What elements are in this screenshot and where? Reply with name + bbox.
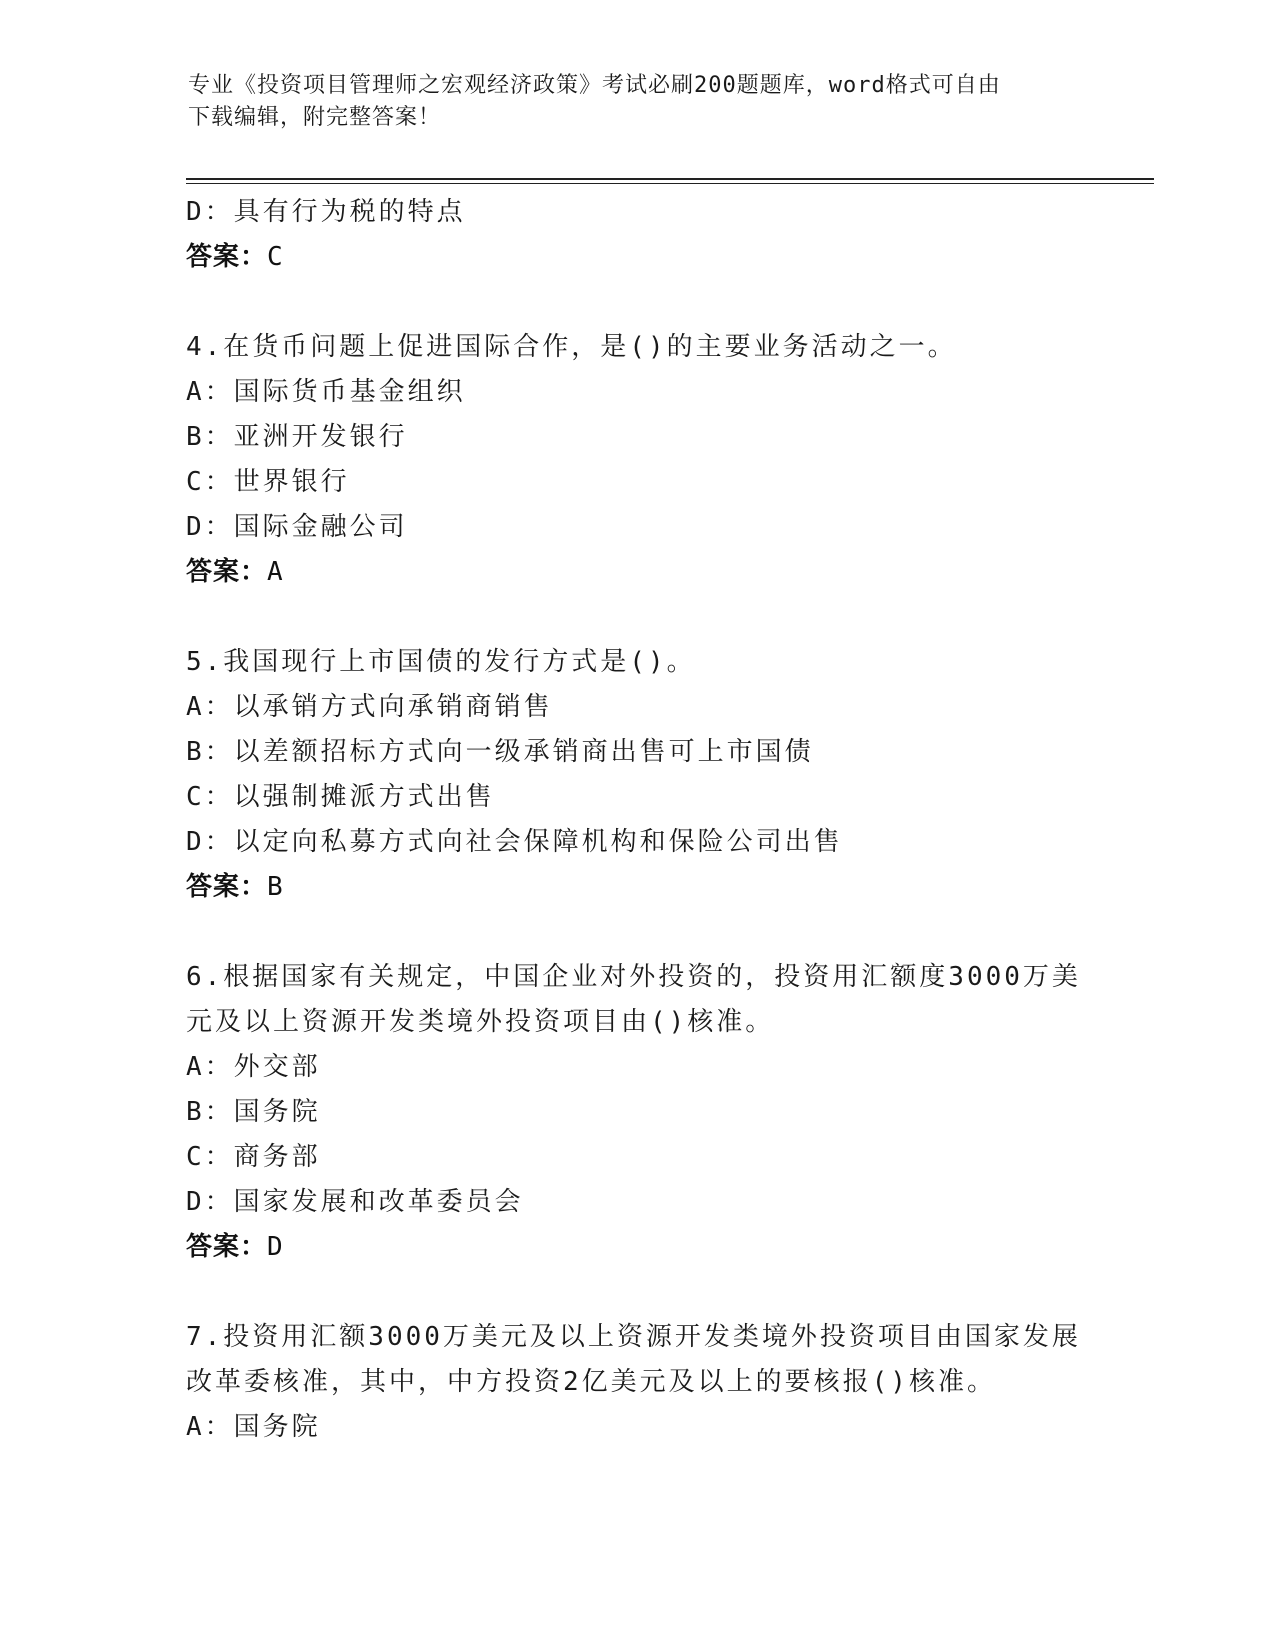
q4-option-c: C：世界银行 bbox=[186, 467, 350, 497]
q5-answer bbox=[186, 865, 1086, 910]
question-6-line-1: 6.根据国家有关规定，中国企业对外投资的，投资用汇额度3000万美 bbox=[186, 962, 1081, 992]
header-rule-thick bbox=[186, 178, 1154, 180]
q6-option-a: A：外交部 bbox=[186, 1052, 321, 1082]
answer-value: C bbox=[267, 242, 284, 272]
document-header bbox=[188, 70, 1068, 134]
q5-option-d: D：以定向私募方式向社会保障机构和保险公司出售 bbox=[186, 827, 843, 857]
q4-answer bbox=[186, 550, 1086, 595]
prev-option-d: D：具有行为税的特点 bbox=[186, 197, 466, 227]
q4-option-b: B：亚洲开发银行 bbox=[186, 422, 408, 452]
q6-option-b: B：国务院 bbox=[186, 1097, 321, 1127]
question-list bbox=[186, 190, 1086, 1450]
q6-option-d: D：国家发展和改革委员会 bbox=[186, 1187, 524, 1217]
q7-option-a: A：国务院 bbox=[186, 1412, 321, 1442]
answer-label: 答案： bbox=[186, 1232, 268, 1262]
header-rule-thin bbox=[186, 183, 1154, 184]
q5-option-c: C：以强制摊派方式出售 bbox=[186, 782, 495, 812]
q5-option-b: B：以差额招标方式向一级承销商出售可上市国债 bbox=[186, 737, 814, 767]
prev-answer bbox=[186, 235, 1086, 280]
answer-label: 答案： bbox=[186, 242, 268, 272]
question-4: 4.在货币问题上促进国际合作，是()的主要业务活动之一。 bbox=[186, 332, 957, 362]
q6-answer bbox=[186, 1225, 1086, 1270]
q4-option-a: A：国际货币基金组织 bbox=[186, 377, 466, 407]
header-line-2: 下载编辑，附完整答案！ bbox=[188, 105, 442, 130]
question-6-line-2: 元及以上资源开发类境外投资项目由()核准。 bbox=[186, 1007, 775, 1037]
question-7-line-2: 改革委核准，其中，中方投资2亿美元及以上的要核报()核准。 bbox=[186, 1367, 996, 1397]
answer-value: A bbox=[267, 557, 284, 587]
answer-value: B bbox=[267, 872, 284, 902]
question-5: 5.我国现行上市国债的发行方式是()。 bbox=[186, 647, 696, 677]
answer-label: 答案： bbox=[186, 872, 268, 902]
q5-option-a: A：以承销方式向承销商销售 bbox=[186, 692, 553, 722]
q4-option-d: D：国际金融公司 bbox=[186, 512, 408, 542]
question-7-line-1: 7.投资用汇额3000万美元及以上资源开发类境外投资项目由国家发展 bbox=[186, 1322, 1081, 1352]
q6-option-c: C：商务部 bbox=[186, 1142, 321, 1172]
answer-value: D bbox=[267, 1232, 284, 1262]
answer-label: 答案： bbox=[186, 557, 268, 587]
header-line-1: 专业《投资项目管理师之宏观经济政策》考试必刷200题题库，word格式可自由 bbox=[188, 73, 1001, 98]
